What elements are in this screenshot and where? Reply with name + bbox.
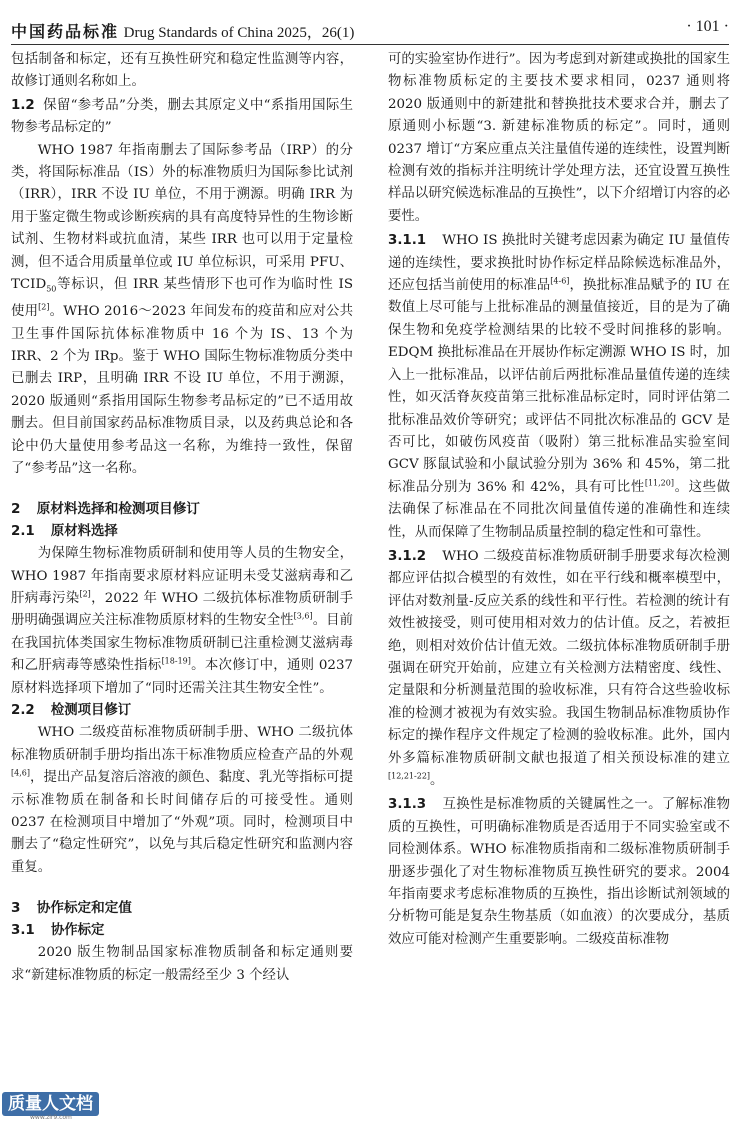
section-number: 3 <box>11 900 21 917</box>
section-heading-1-2 <box>11 95 353 140</box>
text-run: 互换性是标准物质的关键属性之一。了解标准物质的互换性，可明确标准物质是否适用于不同实验室或不同检测体系。WHO 标准物质指南和二级标准物质研制手册逐步强化了对生物标准物质互换性研究的要求。2004 年指南要求考虑标准物质的互换性，指出诊断试剂领域的分析物可能是复杂生物基质（如血液）的次要成分，基质效应可能对检测产生重要影响。二级疫苗标准物 <box>388 797 730 947</box>
paragraph <box>388 546 730 792</box>
running-header <box>11 18 729 45</box>
section-heading-2-2 <box>11 700 353 722</box>
citation[interactable]: [2] <box>38 302 50 312</box>
section-number: 2.1 <box>11 523 35 539</box>
watermark-text: 质量人文档 <box>2 1092 99 1116</box>
section-number: 1.2 <box>11 97 35 113</box>
journal-name-cn: 中国药品标准 <box>11 22 120 41</box>
section-heading-2 <box>11 498 353 520</box>
section-heading-3-1 <box>11 920 353 942</box>
citation[interactable]: [11,20] <box>644 478 674 488</box>
section-number: 2.2 <box>11 703 35 719</box>
text-run: ，提出产品复溶后溶液的颜色、黏度、乳光等指标可提示标准物质在制备和长时间储存后的可接受性。通则 0237 在检测项目中增加了“外观”项。同时，检测项目中删去了“稳定性研究”，以免与其后稳定性研究和监测内容重复。 <box>11 770 353 875</box>
text-run: 为保障生物标准物质研制和使用等人员的生物安全，WHO 1987 年指南要求原材料应证明未受艾滋病毒和乙肝病毒污染 <box>11 546 353 607</box>
text-run: WHO IS 换批时关键考虑因素为确定 IU 量值传递的连续性，要求换批时协作标定样品除候选标准品外，还应包括当前使用的标准品 <box>388 233 730 294</box>
paragraph <box>11 722 353 879</box>
section-title: 检测项目修订 <box>50 703 132 719</box>
section-title: 协作标定 <box>50 922 105 938</box>
text-run: 。WHO 2016～2023 年间发布的疫苗和应对公共卫生事件国际抗体标准物质中 16 个为 IS、13 个为 IRR、2 个为 IRp。鉴于 WHO 国际生物标准物质分类中已删去 IRP，且明确 IRR 不设 IU 单位，不用于溯源，2020 版通则“系指用国际生物参考品标定的”已不适用故删去。但目前国家药品标准物质目录，以及药典总论和各论中仍大量使用参考品这一名称，为维持一致性，保留了“参考品”这一名称。 <box>11 304 354 476</box>
text-run: 。目前在我国抗体类国家生物标准物质研制已注重检测艾滋病毒和乙肝病毒等感染性指标 <box>11 613 354 674</box>
citation[interactable]: [12,21-22] <box>388 771 431 781</box>
section-number: 3.1.2 <box>388 548 427 564</box>
paragraph <box>388 230 730 544</box>
citation[interactable]: [4-6] <box>550 276 570 286</box>
watermark-logo <box>2 1092 152 1120</box>
text-run: 。 <box>430 773 444 788</box>
section-number: 3.1.3 <box>388 797 427 813</box>
right-column <box>388 49 730 951</box>
page-number: · 101 · <box>686 18 729 35</box>
paragraph: 2020 版生物制品国家标准物质制备和标定通则要求“新建标准物质的标定一般需经至少 3 个经认 <box>11 945 353 983</box>
left-column <box>11 49 353 987</box>
section-number: 3.1 <box>11 922 35 938</box>
text-run: ，2022 年 WHO 二级抗体标准物质研制手册明确强调应关注标准物质原材料的生物安全性 <box>11 591 354 629</box>
citation[interactable]: [2] <box>79 589 91 599</box>
text-run: WHO 二级疫苗标准物质研制手册、WHO 二级抗体标准物质研制手册均指出冻干标准物质应检查产品的外观 <box>11 725 353 763</box>
paragraph <box>388 794 730 951</box>
paragraph <box>11 140 353 481</box>
section-number: 3.1.1 <box>388 233 427 249</box>
citation[interactable]: [18-19] <box>161 656 191 666</box>
section-heading-3 <box>11 897 353 919</box>
journal-title <box>11 19 354 42</box>
subscript: 50 <box>46 284 57 294</box>
text-run: 。这些做法确保了标准品在不同批次间量值传递的准确性和连续性，从而保障了生物制品质量控制的稳定性和可靠性。 <box>388 479 731 540</box>
text-run: 。本次修订中，通则 0237 原材料选择项下增加了“同时还需关注其生物安全性”。 <box>11 658 353 696</box>
paragraph: 包括制备和标定，还有互换性研究和稳定性监测等内容，故修订通则名称如上。 <box>11 52 353 90</box>
text-run: WHO 二级疫苗标准物质研制手册要求每次检测都应评估拟合模型的有效性，如在平行线和概率模型中，评估对数剂量-反应关系的线性和平行性。若检测的统计有效性被接受，则可使用相对效力的估计值。反之，若被拒绝，则相对效价估计值无效。二级抗体标准物质研制手册强调在研究开始前，应建立有关检测方法精密度、线性、定量限和分析测量范围的验收标准，只有符合这些验收标准的检测才被视为有效实验。我国生物制品标准物质协作标定的操作程序文件规定了检测的验收标准。此外，国内外多篇标准物质研制文献也报道了相关预设标准的建立 <box>388 548 730 766</box>
text-run: WHO 1987 年指南删去了国际参考品（IRP）的分类，将国际标准品（IS）外的标准物质归为国际参比试剂（IRR），IRR 不设 IU 单位，不用于溯源。明确 IRR 为用于鉴定微生物或诊断疾病的具有高度特异性的生物诊断试剂、生物材料或抗血清，某些 IRR 也可以用于定量检测，但不适合用质量单位或 IU 单位标识，可采用 PFU、TCID <box>11 142 353 293</box>
section-title: 保留“参考品”分类，删去其原定义中“系指用国际生物参考品标定的” <box>11 97 353 136</box>
journal-name-en: Drug Standards of China 2025，26(1) <box>123 25 355 41</box>
text-run: 等标识，但 IRR 某些情形下也可作为临时性 IS 使用 <box>11 277 353 320</box>
watermark-url: www.zlr9.com <box>30 1114 72 1121</box>
section-heading-2-1 <box>11 521 353 543</box>
citation[interactable]: [4,6] <box>11 768 30 778</box>
paragraph <box>11 543 353 700</box>
paragraph: 可的实验室协作进行”。因为考虑到对新建或换批的国家生物标准物质标定的主要技术要求相同，0237 通则将 2020 版通则中的新建批和替换批技术要求合并，删去了原通则小标题“3. 新建标准物质的标定”。同时，通则 0237 增订“方案应重点关注量值传递的连续性，设置判断检测有效的指标并注明统计学处理方法，还宜设置互换性样品以研究候选标准品的互换性”，以下介绍增订内容的必要性。 <box>388 52 730 224</box>
section-title: 协作标定和定值 <box>36 900 132 917</box>
section-title: 原材料选择 <box>50 523 118 539</box>
section-title: 原材料选择和检测项目修订 <box>36 501 200 518</box>
citation[interactable]: [3,6] <box>293 611 313 621</box>
section-number: 2 <box>11 501 21 518</box>
text-run: ，换批标准品赋予的 IU 在数值上尽可能与上批标准品的测量值接近，目的是为了确保生物和免疫学检测结果的比较不受时间推移的影响。EDQM 换批标准品在开展协作标定溯源 WHO IS 时，加入上一批标准品，以评估前后两批标准品量值传递的连续性，如灭活脊灰疫苗第三批标准品标定时，同时评估第二批标准品效价等研究；或评估不同批次标准品的 GCV 是否可比，如破伤风疫苗（吸附）第三批标准品实验室间 GCV 豚鼠试验和小鼠试验分别为 36% 和 45%，第二批标准品分别为 36% 和 42%，具有可比性 <box>388 278 730 495</box>
